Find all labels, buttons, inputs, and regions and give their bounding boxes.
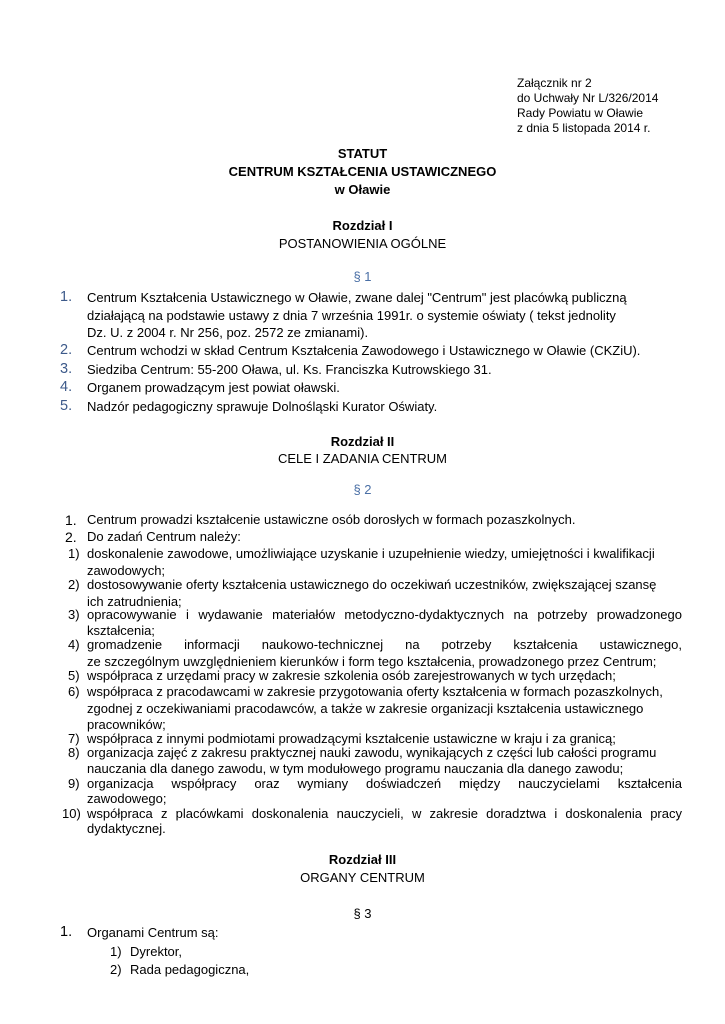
section-2-mark: § 2 — [353, 482, 372, 497]
document-title: STATUT — [337, 146, 388, 161]
task-number: 4) — [68, 637, 80, 652]
item-number: 1. — [65, 512, 77, 528]
document-location: w Oławie — [334, 182, 391, 197]
chapter-3-name: ORGANY CENTRUM — [300, 870, 425, 885]
annex-line-1: Załącznik nr 2 — [517, 76, 592, 90]
item-number: 4. — [60, 379, 73, 395]
task-text-line: opracowywanie i wydawanie materiałów metodyczno-dydaktycznych na potrzeby prowadzonego — [87, 607, 682, 622]
task-text-line: współpraca z pracodawcami w zakresie przygotowania oferty kształcenia w formach pozaszkolnych, — [87, 684, 663, 699]
task-number: 2) — [68, 577, 80, 592]
organ-number: 1) — [110, 944, 122, 959]
section-1-mark: § 1 — [353, 269, 372, 284]
item-number: 1. — [60, 289, 73, 305]
organ-number: 2) — [110, 962, 122, 977]
item-text-line: Nadzór pedagogiczny sprawuje Dolnośląski Kurator Oświaty. — [87, 399, 438, 414]
task-text-line: organizacja zajęć z zakresu praktycznej nauki zawodu, wynikających z części lub całości programu — [87, 745, 657, 760]
chapter-1-label: Rozdział I — [332, 218, 393, 233]
annex-line-4: z dnia 5 listopada 2014 r. — [517, 121, 651, 135]
task-text-line: kształcenia; — [87, 623, 155, 638]
item-number: 1. — [60, 924, 73, 940]
item-text-line: Organem prowadzącym jest powiat oławski. — [87, 380, 340, 395]
organ-text: Dyrektor, — [130, 944, 183, 959]
task-number: 10) — [62, 806, 81, 821]
item-text-line: Dz. U. z 2004 r. Nr 256, poz. 2572 ze zmianami). — [87, 325, 369, 340]
task-text-line: zawodowego; — [87, 791, 167, 806]
chapter-2-name: CELE I ZADANIA CENTRUM — [277, 451, 448, 466]
task-text-line: ich zatrudnienia; — [87, 594, 182, 609]
item-number: 2. — [60, 342, 73, 358]
task-text-line: pracowników; — [87, 717, 166, 732]
annex-line-3: Rady Powiatu w Oławie — [517, 106, 644, 120]
item-text-line: Siedziba Centrum: 55-200 Oława, ul. Ks. Franciszka Kutrowskiego 31. — [87, 362, 492, 377]
task-text-line: współpraca z urzędami pracy w zakresie szkolenia osób zarejestrowanych w tych urzędach; — [87, 668, 616, 683]
task-number: 9) — [68, 776, 80, 791]
item-text-line: Centrum prowadzi kształcenie ustawiczne osób dorosłych w formach pozaszkolnych. — [87, 512, 576, 527]
item-text-line: Do zadań Centrum należy: — [87, 529, 241, 544]
task-number: 3) — [68, 607, 80, 622]
task-number: 1) — [68, 546, 80, 561]
task-text-line: ze szczególnym uwzględnieniem kierunków i form tego kształcenia, prowadzonego przez Centrum; — [87, 654, 657, 669]
item-text-line: działającą na podstawie ustawy z dnia 7 września 1991r. o systemie oświaty ( tekst jednolity — [87, 308, 616, 323]
item-text-line: Centrum Kształcenia Ustawicznego w Oławie, zwane dalej "Centrum" jest placówką publiczną — [87, 290, 627, 305]
annex-line-2: do Uchwały Nr L/326/2014 — [517, 91, 659, 105]
task-text-line: współpraca z innymi podmiotami prowadzącymi kształcenie ustawiczne w kraju i za granicą; — [87, 731, 616, 746]
section-3-mark: § 3 — [353, 906, 372, 921]
task-text-line: nauczania dla danego zawodu, w tym modułowego programu nauczania dla danego zawodu; — [87, 761, 624, 776]
chapter-3-label: Rozdział III — [328, 852, 397, 867]
task-number: 6) — [68, 684, 80, 699]
task-number: 5) — [68, 668, 80, 683]
annex-note — [517, 76, 658, 136]
item-text-line: Organami Centrum są: — [87, 925, 219, 940]
task-text-line: dydaktycznej. — [87, 821, 166, 836]
item-number: 5. — [60, 398, 73, 414]
chapter-2-label: Rozdział II — [330, 434, 395, 449]
task-text-line: doskonalenie zawodowe, umożliwiające uzyskanie i uzupełnienie wiedzy, umiejętności i kwalifikacji — [87, 546, 655, 561]
task-text-line: gromadzenie informacji naukowo-technicznej na potrzeby kształcenia ustawicznego, — [87, 637, 682, 652]
task-text-line: zgodnej z oczekiwaniami pracodawców, a także w zakresie organizacji kształcenia ustawicznego — [87, 701, 644, 716]
task-number: 7) — [68, 731, 80, 746]
chapter-1-name: POSTANOWIENIA OGÓLNE — [278, 236, 447, 251]
task-number: 8) — [68, 745, 80, 760]
task-text-line: organizacja współpracy oraz wymiany doświadczeń między nauczycielami kształcenia — [87, 776, 682, 791]
task-text-line: zawodowych; — [87, 563, 166, 578]
document-subtitle: CENTRUM KSZTAŁCENIA USTAWICZNEGO — [228, 164, 497, 179]
organ-text: Rada pedagogiczna, — [130, 962, 250, 977]
task-text-line: dostosowywanie oferty kształcenia ustawicznego do oczekiwań uczestników, zwiększającej szansę — [87, 577, 657, 592]
item-number: 3. — [60, 361, 73, 377]
item-number: 2. — [65, 529, 77, 545]
item-text-line: Centrum wchodzi w skład Centrum Kształcenia Zawodowego i Ustawicznego w Oławie (CKZiU). — [87, 343, 641, 358]
task-text-line: współpraca z placówkami doskonalenia nauczycieli, w zakresie doradztwa i doskonalenia pracy — [87, 806, 682, 821]
